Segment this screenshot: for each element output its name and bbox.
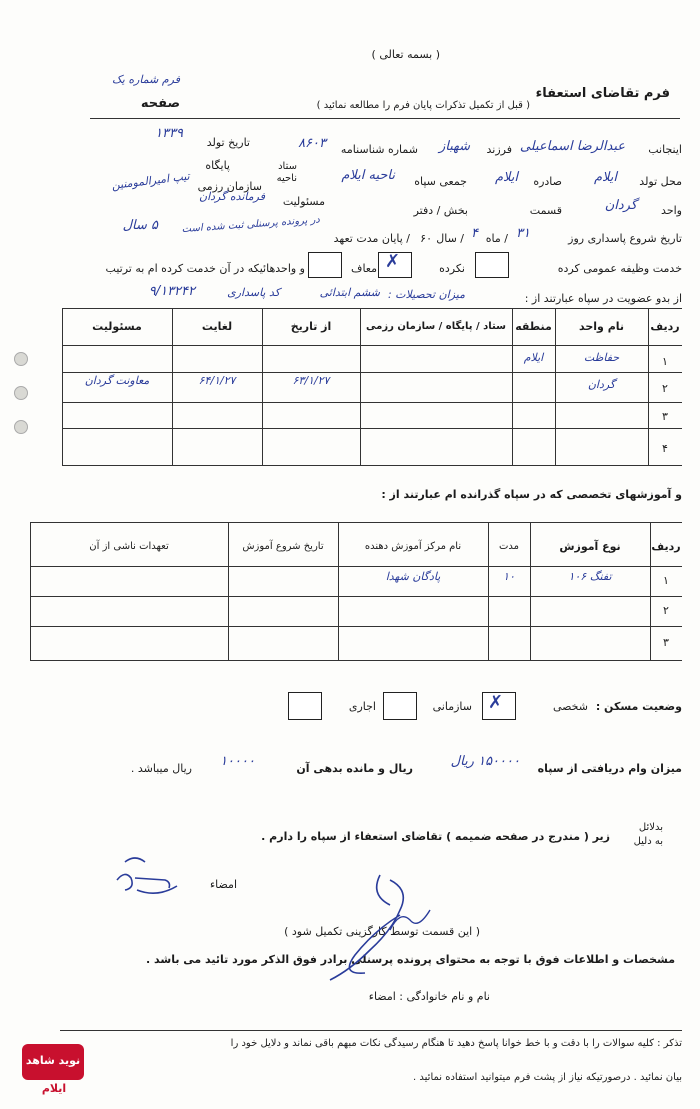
- table-row-number: ۳: [663, 636, 669, 649]
- table-cell-region: ایلام: [523, 351, 544, 364]
- housing-personal-label: شخصی: [552, 700, 588, 713]
- form-title: فرم تقاضای استعفاء: [535, 86, 670, 101]
- start-label: تاریخ شروع پاسداری روز: [568, 232, 682, 245]
- training-col-start: تاریخ شروع آموزش: [242, 541, 324, 552]
- start-year: ۶۰: [420, 232, 432, 245]
- name-label: اینجانب: [648, 143, 682, 156]
- issued-label: صادره: [533, 175, 562, 188]
- education-label: میزان تحصیلات :: [387, 288, 465, 301]
- bismillah: ( بسمه تعالی ): [371, 48, 440, 61]
- housing-org-checkbox[interactable]: [383, 692, 417, 720]
- navid-shahed-logo: [14, 1040, 94, 1100]
- units-text: و واحدهائیکه در آن خدمت کرده ام به ترتیب: [105, 262, 305, 275]
- id-value: ۸۶۰۳: [298, 136, 326, 151]
- commander-text: مشخصات و اطلاعات فوق با توجه به محتوای پرونده پرسنلی برادر فوق الذکر مورد تائید می باشد .: [146, 953, 675, 966]
- birthplace-label: محل تولد: [639, 175, 682, 188]
- check-mark-icon: ✗: [488, 692, 504, 713]
- request-prefix-alt: به دلیل: [633, 836, 663, 847]
- unit-value: گردان: [604, 198, 637, 213]
- month-label: / ماه: [485, 232, 508, 245]
- training-col-obligation: تعهدات ناشی از آن: [89, 541, 169, 552]
- loan-remain-label: ریال و مانده بدهی آن: [296, 762, 413, 775]
- loan-label: میزان وام دریافتی از سپاه: [537, 762, 682, 775]
- housing-label: وضعیت مسکن :: [595, 700, 682, 713]
- housing-org-label: سازمانی: [432, 700, 472, 713]
- training-col-type: نوع آموزش: [559, 540, 621, 553]
- table-cell-unit: گردان: [587, 378, 616, 391]
- section-label: قسمت: [529, 204, 562, 217]
- training-col-row: ردیف: [651, 540, 681, 553]
- region-label: ناحیه: [276, 173, 297, 184]
- training-intro: و آموزشهای تخصصی که در سپاه گذرانده ام عبارتند از :: [381, 488, 682, 501]
- training-col-center: نام مرکز آموزش دهنده: [364, 541, 462, 552]
- commitment-label: / پایان مدت تعهد: [333, 232, 410, 245]
- table-cell-resp: معاونت گردان: [84, 374, 150, 387]
- table-row-number: ۲: [662, 382, 668, 395]
- table-cell-type: تفنگ ۱۰۶: [568, 570, 612, 583]
- code-label: کد پاسداری: [227, 286, 280, 299]
- birthdate-value: ۱۳۳۹: [155, 126, 183, 141]
- stamp-mark: [380, 900, 440, 940]
- request-text: زیر ( مندرج در صفحه ضمیمه ) تقاضای استعفاء از سپاه را دارم .: [261, 830, 610, 843]
- exempt-checkbox[interactable]: [308, 252, 342, 278]
- loan-amount: ۱۵۰۰۰۰ ریال: [450, 754, 520, 769]
- form-subtitle: ( قبل از تکمیل تذکرات پایان فرم را مطالعه نمائید ): [316, 100, 530, 111]
- education-value: ششم ابتدائی: [319, 286, 380, 299]
- branch-label: بخش / دفتر: [413, 204, 468, 217]
- hq-label: ستاد: [278, 161, 297, 172]
- request-prefix: بدلائل: [638, 822, 663, 833]
- applicant-signature: [95, 850, 215, 910]
- responsibility-value: فرمانده گردان: [198, 190, 265, 203]
- birthdate-label: تاریخ تولد: [206, 136, 250, 149]
- commander-note: ( این قسمت توسط کارگزینی تکمیل شود ): [284, 925, 480, 938]
- issued-value: ایلام: [494, 170, 518, 185]
- military-service-label: خدمت وظیفه عمومی کرده: [557, 262, 682, 275]
- father-label: فرزند: [486, 143, 512, 156]
- table-cell-unit: حفاظت: [583, 351, 620, 364]
- logo-text: نوید شاهد: [25, 1054, 81, 1067]
- loan-remain: ۱۰۰۰۰: [220, 754, 255, 769]
- year-label: / سال: [436, 232, 464, 245]
- not-done-label: نکرده: [439, 262, 465, 275]
- logo-subtext: ایلام: [41, 1082, 67, 1095]
- responsibility-label: مسئولیت: [282, 195, 325, 208]
- units-col-org: ستاد / پایگاه / سازمان رزمی: [366, 321, 506, 332]
- table-cell-duration: ۱۰: [503, 570, 515, 583]
- corps-label: جمعی سپاه: [414, 175, 467, 188]
- code-value: ۹/۱۳۲۴۲: [148, 284, 195, 299]
- birthplace-value: ایلام: [593, 170, 617, 185]
- corps-value: ناحیه ایلام: [341, 168, 395, 183]
- units-col-resp: مسئولیت: [92, 320, 142, 333]
- footer-note-1: تذکر : کلیه سوالات را با دقت و با خط خوانا پاسخ دهید تا هنگام رسیدگی نکات مبهم باقی نماند و دلایل خود را: [230, 1038, 682, 1049]
- form-number: فرم شماره یک: [111, 73, 180, 86]
- housing-rent-label: اجاری: [348, 700, 376, 713]
- commitment-value: ۵ سال: [122, 218, 158, 233]
- units-col-unit: نام واحد: [578, 320, 625, 333]
- table-cell-center: پادگان شهدا: [385, 570, 441, 583]
- units-intro: از بدو عضویت در سپاه عبارتند از :: [524, 292, 682, 305]
- org-label: سازمان رزمی: [197, 180, 262, 193]
- exempt-label: معاف: [351, 262, 377, 275]
- units-col-row: ردیف: [650, 320, 680, 333]
- table-cell-to: ۶۴/۱/۲۷: [198, 374, 236, 387]
- units-col-region: منطقه: [515, 320, 552, 333]
- loan-suffix: ریال میباشد .: [130, 762, 192, 775]
- start-day: ۳۱: [516, 226, 530, 241]
- commander-sign-line: نام و نام خانوادگی : امضاء: [368, 990, 490, 1003]
- page-label: صفحه: [140, 96, 180, 111]
- footer-note-2: بیان نمائید . درصورتیکه نیاز از پشت فرم میتوانید استفاده نمائید .: [413, 1072, 682, 1083]
- units-col-from: از تاریخ: [290, 320, 332, 333]
- id-label: شماره شناسنامه: [340, 143, 418, 156]
- signature-label: امضاء: [209, 878, 237, 891]
- name-value: عبدالرضا اسماعیلی: [519, 139, 625, 154]
- table-row-number: ۲: [663, 604, 669, 617]
- units-col-to: لغایت: [201, 320, 233, 333]
- table-row-number: ۱: [662, 355, 668, 368]
- table-row-number: ۱: [663, 574, 669, 587]
- housing-rent-checkbox[interactable]: [288, 692, 322, 720]
- start-month: ۴: [471, 226, 478, 241]
- father-value: شهباز: [438, 139, 470, 154]
- org-value: تیپ امیرالمومنین: [110, 169, 191, 192]
- table-row-number: ۳: [662, 410, 668, 423]
- table-cell-from: ۶۳/۱/۲۷: [292, 374, 330, 387]
- training-col-duration: مدت: [498, 541, 520, 552]
- unit-label: واحد: [661, 204, 682, 217]
- military-done-checkbox[interactable]: [475, 252, 509, 278]
- check-mark-icon: ✗: [385, 251, 401, 272]
- base-label: پایگاه: [205, 159, 230, 172]
- table-row-number: ۴: [662, 442, 668, 455]
- commitment-text: در پرونده پرسنلی ثبت شده است: [181, 214, 321, 236]
